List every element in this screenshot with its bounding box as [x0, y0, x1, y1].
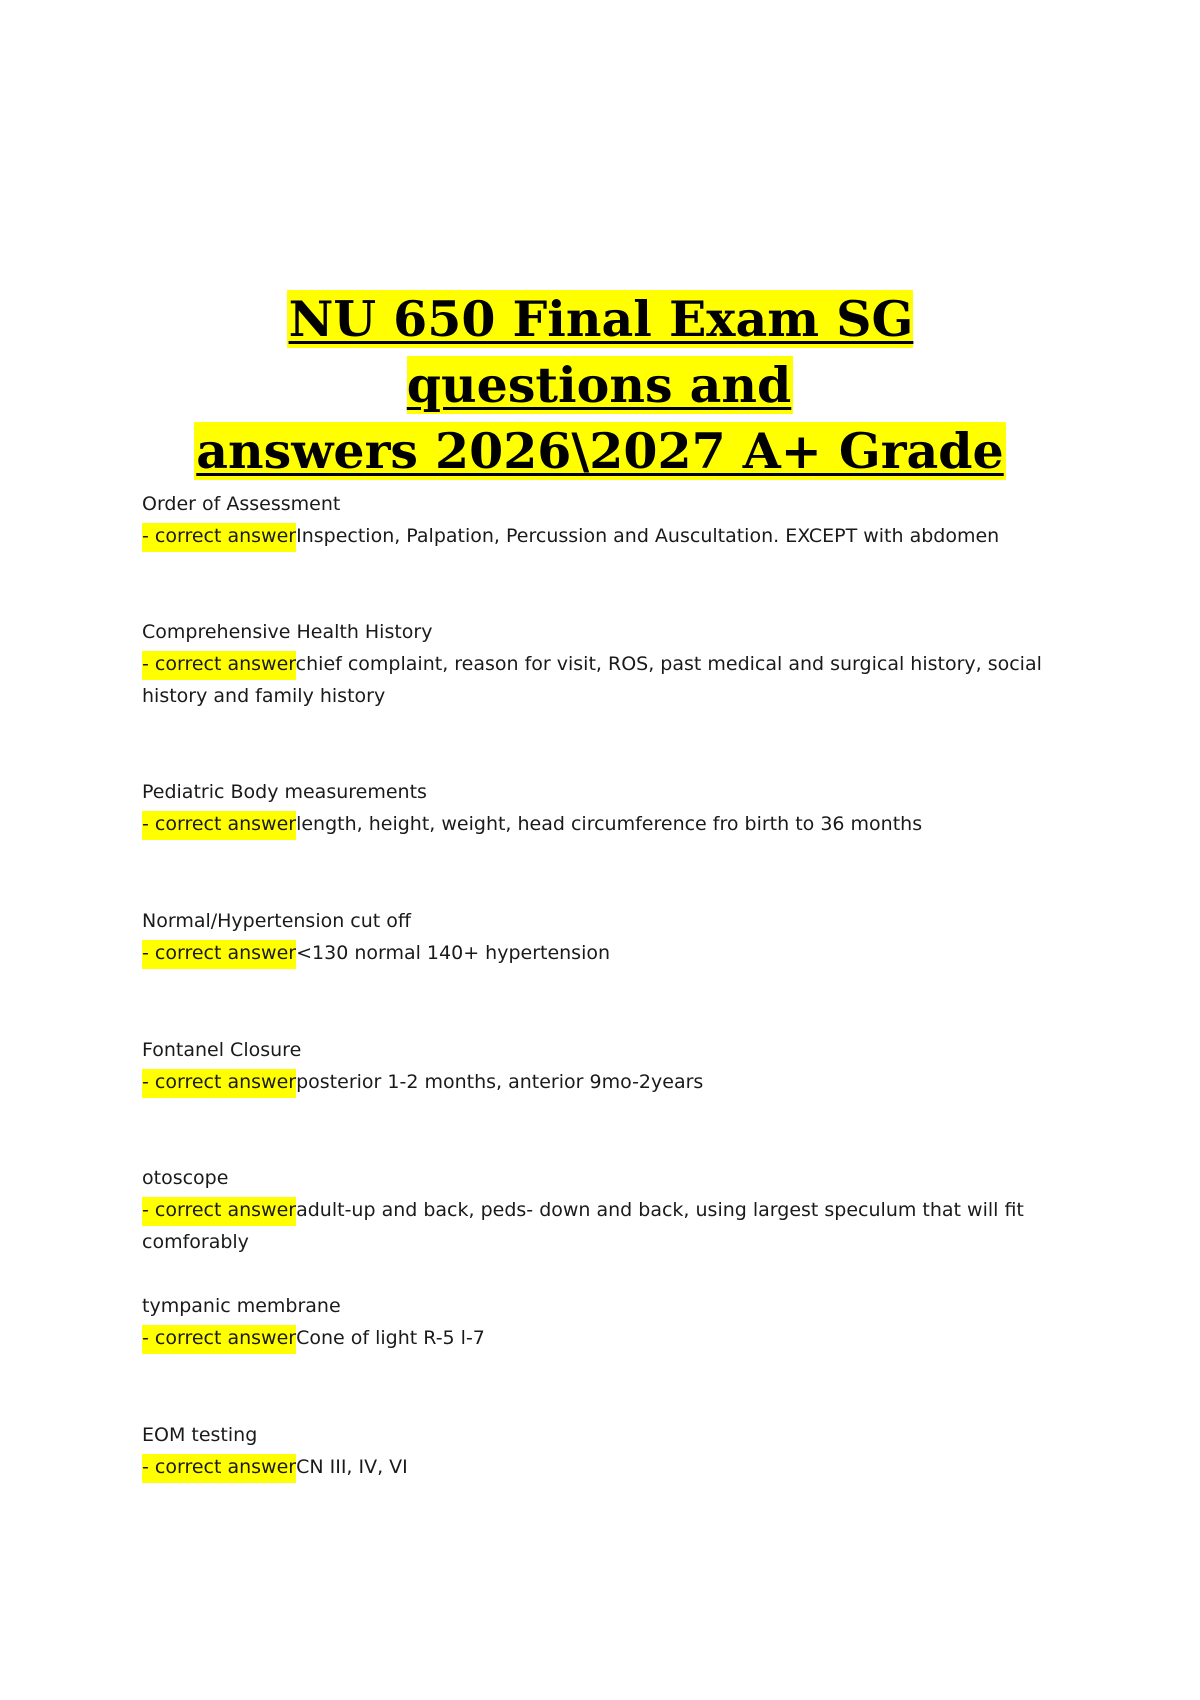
question-text: Comprehensive Health History [142, 621, 433, 643]
answer-line [142, 808, 1072, 840]
qa-item [142, 616, 1072, 712]
answer-text: length, height, weight, head circumference fro birth to 36 months [296, 813, 923, 835]
correct-answer-marker: - correct answer [142, 811, 296, 840]
qa-item [142, 1034, 1072, 1098]
qa-item [142, 1419, 1072, 1483]
answer-line [142, 1194, 1072, 1258]
answer-text: <130 normal 140+ hypertension [296, 942, 611, 964]
correct-answer-marker: - correct answer [142, 1197, 296, 1226]
qa-item [142, 905, 1072, 969]
question-text: otoscope [142, 1167, 229, 1189]
answer-line [142, 520, 1072, 552]
answer-text: CN III, IV, VI [296, 1456, 408, 1478]
question-text: Fontanel Closure [142, 1039, 302, 1061]
correct-answer-marker: - correct answer [142, 651, 296, 680]
question-text: Order of Assessment [142, 493, 341, 515]
question-text: Pediatric Body measurements [142, 781, 427, 803]
answer-line [142, 937, 1072, 969]
qa-item [142, 488, 1072, 552]
question-text: Normal/Hypertension cut off [142, 910, 411, 932]
correct-answer-marker: - correct answer [142, 1325, 296, 1354]
qa-item [142, 776, 1072, 840]
answer-line [142, 648, 1072, 712]
correct-answer-marker: - correct answer [142, 940, 296, 969]
title-line-1: NU 650 Final Exam SG questions and [288, 290, 914, 414]
qa-item [142, 1162, 1072, 1258]
answer-line [142, 1066, 1072, 1098]
answer-line [142, 1451, 1072, 1483]
title-line-2: answers 2026\2027 A+ Grade [196, 422, 1004, 480]
answer-text: Inspection, Palpation, Percussion and Auscultation. EXCEPT with abdomen [296, 525, 1000, 547]
answer-text: Cone of light R-5 l-7 [296, 1327, 485, 1349]
document-title [150, 286, 1050, 484]
answer-text: chief complaint, reason for visit, ROS, past medical and surgical history, social history and family history [142, 653, 1042, 707]
answer-text: adult-up and back, peds- down and back, using largest speculum that will fit comforably [142, 1199, 1024, 1253]
answer-text: posterior 1-2 months, anterior 9mo-2years [296, 1071, 704, 1093]
question-text: EOM testing [142, 1424, 258, 1446]
correct-answer-marker: - correct answer [142, 1454, 296, 1483]
correct-answer-marker: - correct answer [142, 1069, 296, 1098]
question-text: tympanic membrane [142, 1295, 341, 1317]
correct-answer-marker: - correct answer [142, 523, 296, 552]
qa-item [142, 1290, 1072, 1354]
answer-line [142, 1322, 1072, 1354]
